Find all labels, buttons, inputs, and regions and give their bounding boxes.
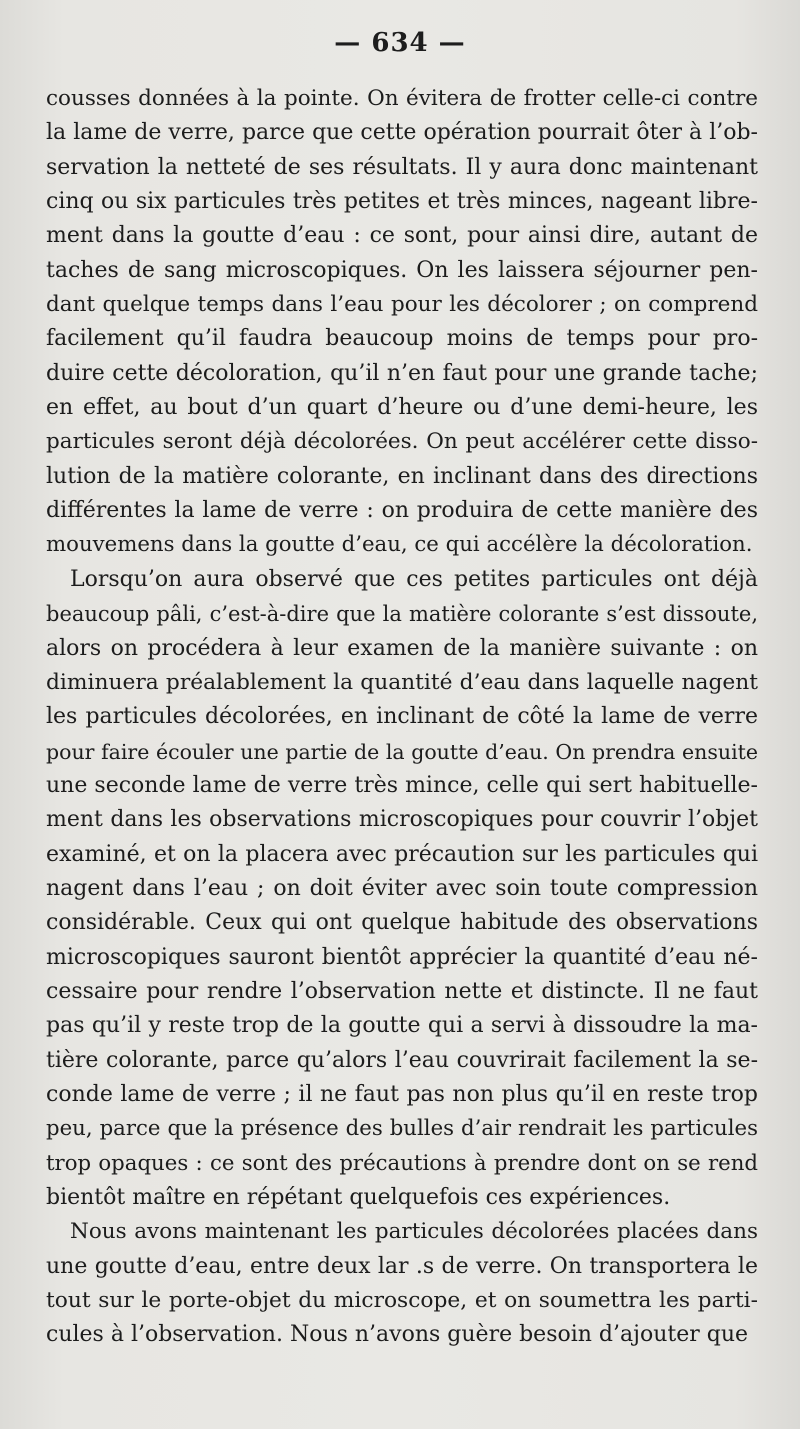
text-line: en effet, au bout d’un quart d’heure ou d’une demi-heure, les: [46, 395, 758, 421]
text-line: examiné, et on la placera avec précaution sur les particules qui: [46, 841, 758, 867]
paragraph: [46, 1215, 758, 1352]
text-line: cousses données à la pointe. On évitera de frotter celle-ci contre: [46, 86, 758, 111]
text-line: différentes la lame de verre : on produira de cette manière des: [46, 498, 758, 524]
text-line: alors on procédera à leur examen de la manière suivante : on: [46, 635, 758, 661]
text-line: servation la netteté de ses résultats. Il y aura donc maintenant: [46, 154, 758, 180]
text-line: Lorsqu’on aura observé que ces petites particules ont déjà: [70, 566, 758, 592]
text-line: mouvemens dans la goutte d’eau, ce qui accélère la décoloration.: [46, 532, 753, 558]
text-line: la lame de verre, parce que cette opération pourrait ôter à l’ob-: [46, 120, 758, 146]
text-line: cessaire pour rendre l’observation nette et distincte. Il ne faut: [46, 978, 758, 1004]
text-line: facilement qu’il faudra beaucoup moins de temps pour pro-: [46, 326, 758, 352]
page-number: — 634 —: [334, 28, 466, 58]
text-line: particules seront déjà décolorées. On peut accélérer cette disso-: [46, 429, 758, 455]
body-text: [46, 82, 758, 1353]
text-line: considérable. Ceux qui ont quelque habitude des observations: [46, 910, 758, 936]
text-line: tière colorante, parce qu’alors l’eau couvrirait facilement la se-: [46, 1047, 758, 1073]
text-line: nagent dans l’eau ; on doit éviter avec soin toute compression: [46, 875, 758, 901]
text-line: microscopiques sauront bientôt apprécier la quantité d’eau né-: [46, 944, 758, 970]
text-line: trop opaques : ce sont des précautions à prendre dont on se rend: [46, 1150, 758, 1176]
text-line: bientôt maître en répétant quelquefois ces expériences.: [46, 1185, 671, 1210]
text-line: une goutte d’eau, entre deux lar .s de verre. On transportera le: [46, 1253, 758, 1279]
text-line: une seconde lame de verre très mince, celle qui sert habituelle-: [46, 772, 758, 798]
text-line: pour faire écouler une partie de la goutte d’eau. On prendra ensuite: [46, 739, 758, 764]
text-line: tout sur le porte-objet du microscope, et on soumettra les parti-: [46, 1288, 758, 1314]
text-line: diminuera préalablement la quantité d’eau dans laquelle nagent: [46, 669, 758, 695]
text-line: lution de la matière colorante, en inclinant dans des directions: [46, 463, 758, 489]
paragraph: [46, 563, 758, 1216]
text-line: Nous avons maintenant les particules décolorées placées dans: [70, 1219, 758, 1245]
text-line: dant quelque temps dans l’eau pour les décolorer ; on comprend: [46, 292, 758, 318]
text-line: taches de sang microscopiques. On les laissera séjourner pen-: [46, 257, 758, 283]
text-line: cules à l’observation. Nous n’avons guère besoin d’ajouter que: [46, 1322, 749, 1348]
text-line: les particules décolorées, en inclinant de côté la lame de verre: [46, 704, 758, 730]
text-line: ment dans la goutte d’eau : ce sont, pour ainsi dire, autant de: [46, 223, 758, 249]
text-line: conde lame de verre ; il ne faut pas non plus qu’il en reste trop: [46, 1081, 758, 1107]
text-line: ment dans les observations microscopiques pour couvrir l’objet: [46, 807, 758, 833]
text-line: duire cette décoloration, qu’il n’en faut pour une grande tache;: [46, 360, 758, 386]
paragraph: [46, 82, 758, 563]
text-line: peu, parce que la présence des bulles d’air rendrait les particules: [46, 1116, 758, 1142]
text-line: cinq ou six particules très petites et très minces, nageant libre-: [46, 189, 758, 215]
text-line: pas qu’il y reste trop de la goutte qui a servi à dissoudre la ma-: [46, 1013, 758, 1039]
text-line: beaucoup pâli, c’est-à-dire que la matière colorante s’est dissoute,: [46, 602, 758, 627]
